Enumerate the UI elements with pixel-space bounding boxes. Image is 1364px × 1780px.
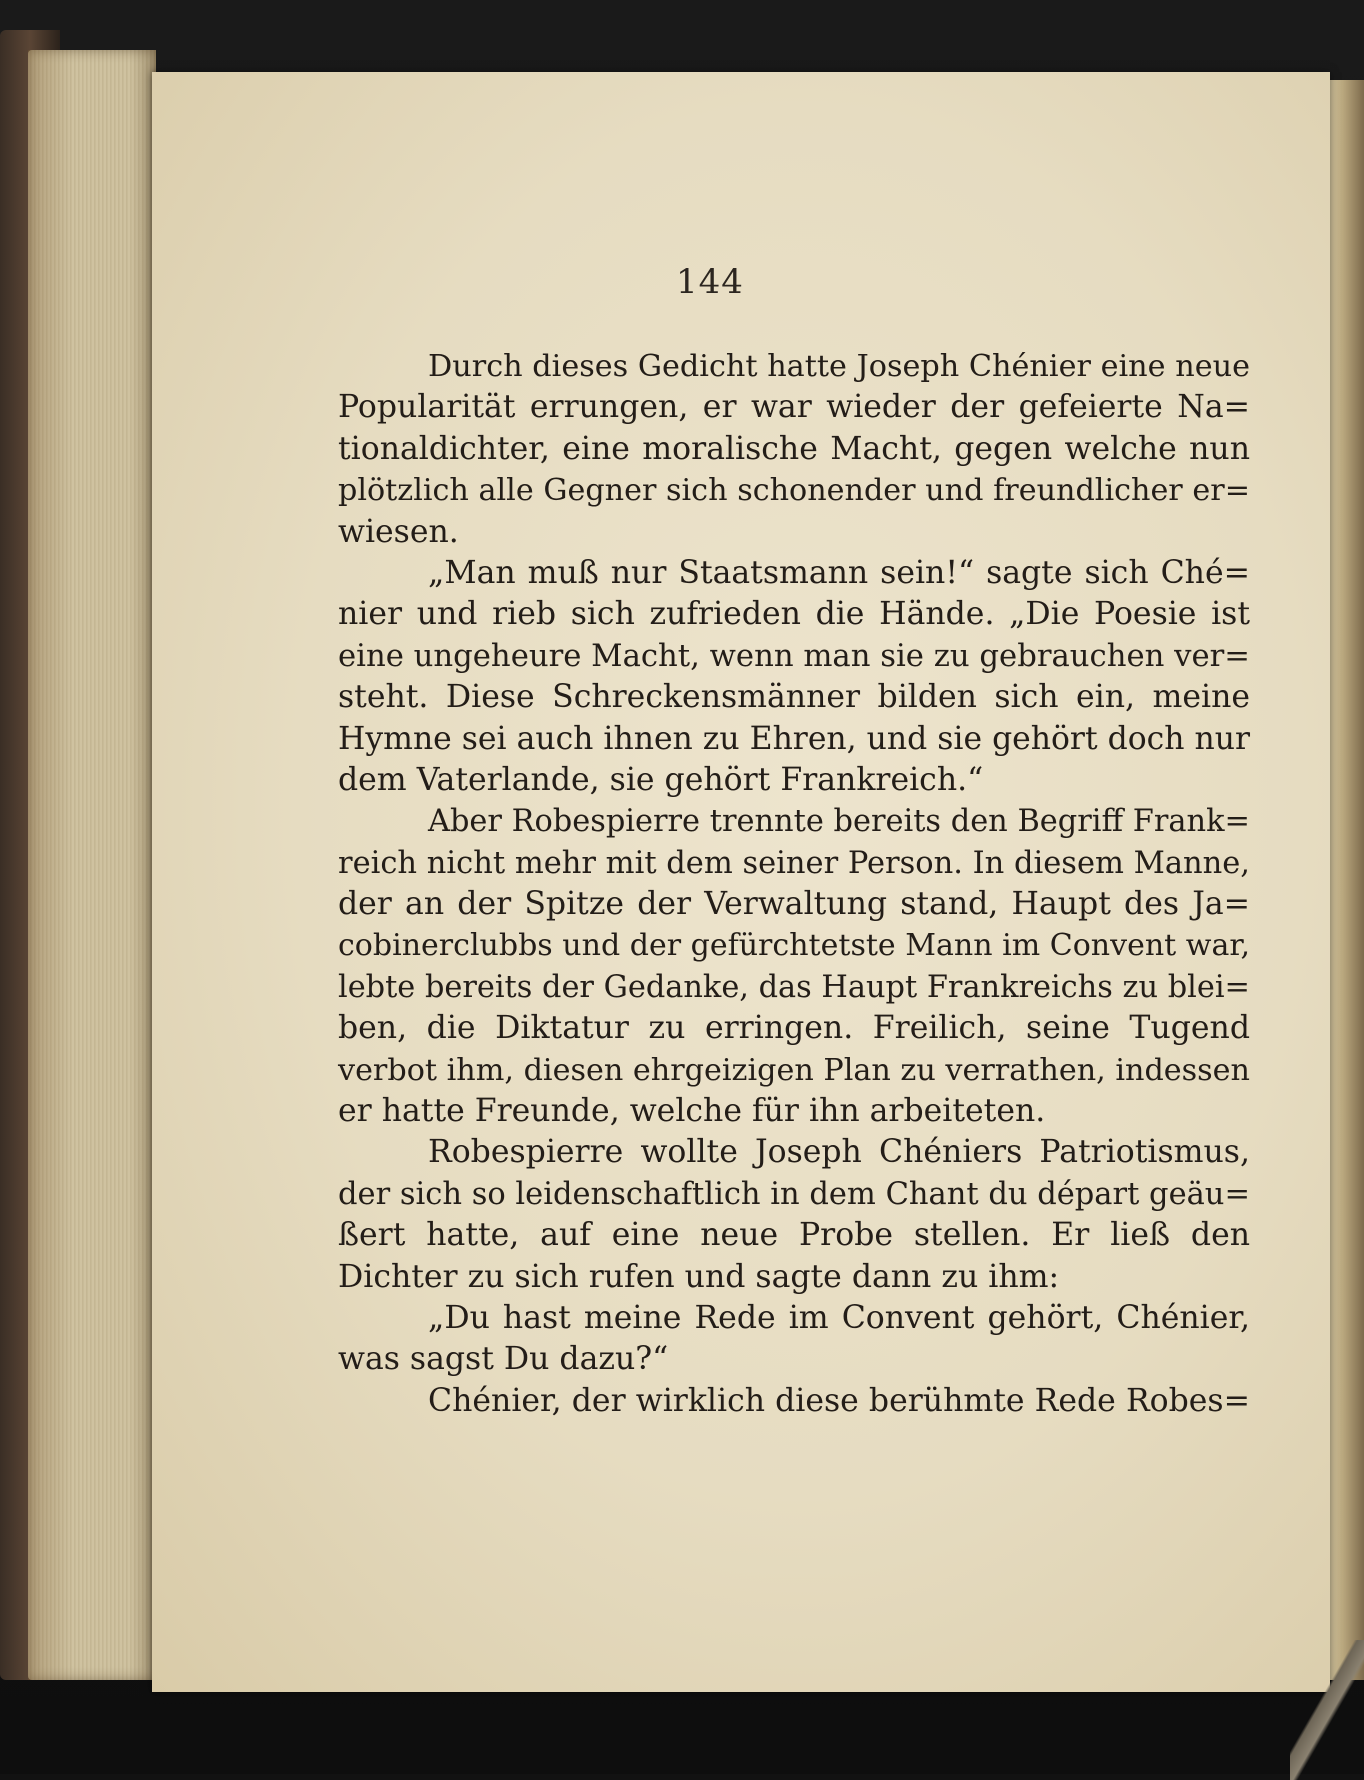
- text-line: Robespierre wollte Joseph Chéniers Patriotismus,: [428, 1134, 1250, 1171]
- text-line: ßert hatte, auf eine neue Probe stellen. Er ließ den: [338, 1217, 1250, 1254]
- text-line: der an der Spitze der Verwaltung stand, Haupt des Ja=: [338, 886, 1250, 923]
- text-line: was sagst Du dazu?“: [338, 1341, 669, 1378]
- text-line: der sich so leidenschaftlich in dem Chant du départ geäu=: [338, 1176, 1250, 1212]
- text-line: Chénier, der wirklich diese berühmte Rede Robes=: [428, 1382, 1250, 1419]
- facing-page-edge: [1330, 80, 1364, 1680]
- text-line: steht. Diese Schreckensmänner bilden sich ein, meine: [338, 679, 1250, 716]
- text-line: Aber Robespierre trennte bereits den Begriff Frank=: [428, 804, 1250, 840]
- text-line: dem Vaterlande, sie gehört Frankreich.“: [338, 761, 984, 798]
- text-line: Hymne sei auch ihnen zu Ehren, und sie gehört doch nur: [338, 720, 1250, 757]
- text-line: verbot ihm, diesen ehrgeizigen Plan zu verrathen, indessen: [338, 1052, 1250, 1088]
- text-line: Dichter zu sich rufen und sagte dann zu ihm:: [338, 1258, 1060, 1295]
- text-line: ben, die Diktatur zu erringen. Freilich, seine Tugend: [338, 1010, 1250, 1047]
- text-line: er hatte Freunde, welche für ihn arbeiteten.: [338, 1093, 1046, 1130]
- text-line: nier und rieb sich zufrieden die Hände. „Die Poesie ist: [338, 596, 1250, 633]
- text-line: „Du hast meine Rede im Convent gehört, Chénier,: [428, 1299, 1250, 1336]
- text-line: „Man muß nur Staatsmann sein!“ sagte sich Ché=: [428, 554, 1250, 591]
- bookmark-ribbon: [1290, 1640, 1364, 1780]
- text-line: wiesen.: [338, 513, 459, 550]
- text-line: Popularität errungen, er war wieder der gefeierte Na=: [338, 389, 1250, 426]
- text-line: Durch dieses Gedicht hatte Joseph Chénier eine neue: [428, 349, 1250, 384]
- text-line: cobinerclubbs und der gefürchtetste Mann im Convent war,: [338, 928, 1250, 964]
- body-text: [338, 346, 1250, 1422]
- text-line: lebte bereits der Gedanke, das Haupt Frankreichs zu blei=: [338, 969, 1250, 1005]
- text-line: eine ungeheure Macht, wenn man sie zu gebrauchen ver=: [338, 638, 1250, 674]
- text-line: tionaldichter, eine moralische Macht, gegen welche nun: [338, 430, 1250, 467]
- page-number: 144: [676, 262, 744, 302]
- text-line: plötzlich alle Gegner sich schonender und freundlicher er=: [338, 473, 1250, 509]
- text-line: reich nicht mehr mit dem seiner Person. In diesem Manne,: [338, 845, 1250, 881]
